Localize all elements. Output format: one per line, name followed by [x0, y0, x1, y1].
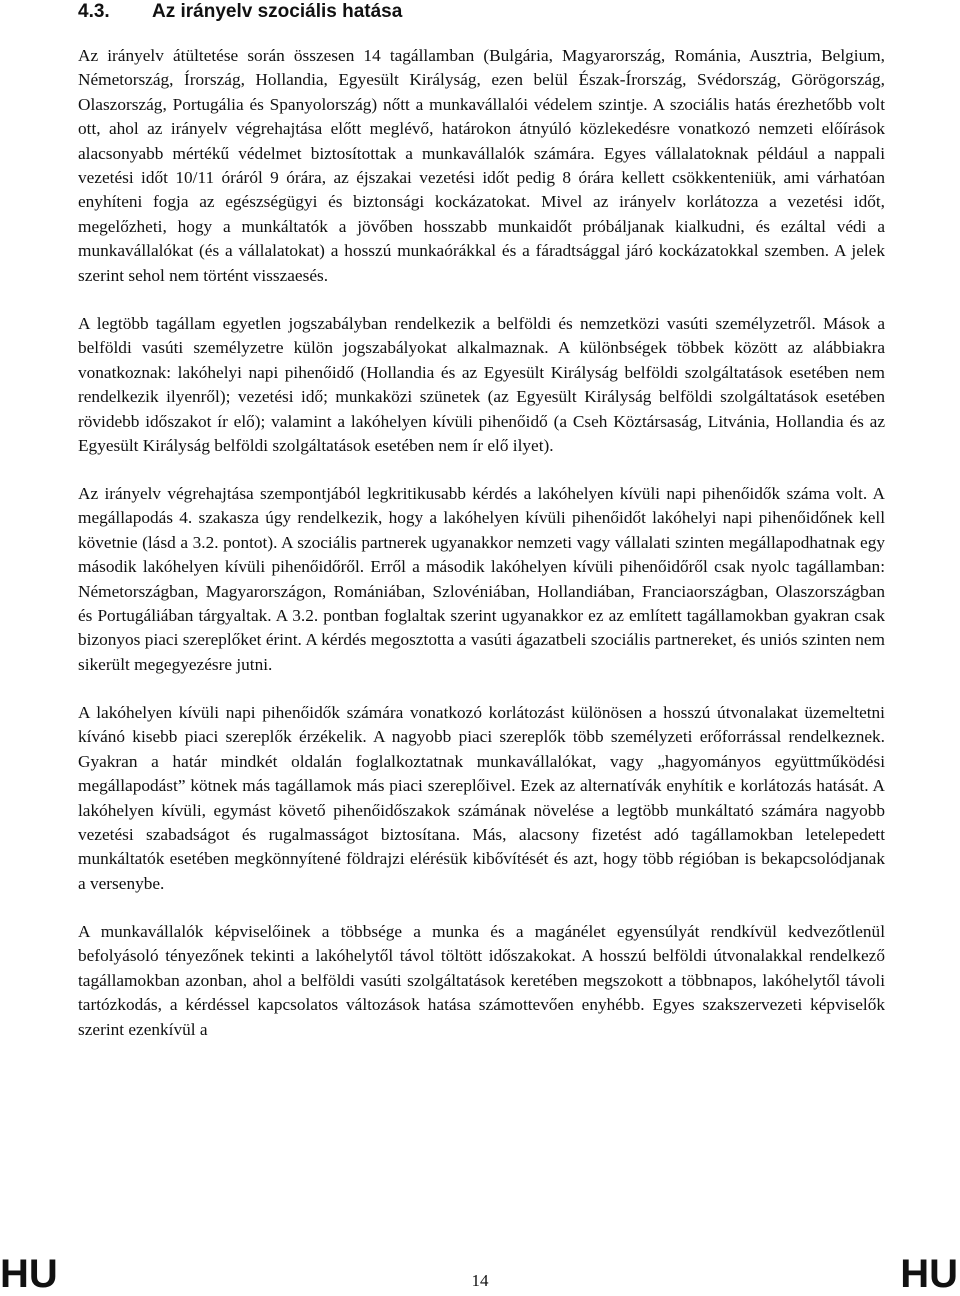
footer-language-right: HU — [900, 1252, 958, 1296]
paragraph-2: A legtöbb tagállam egyetlen jogszabályban rendelkezik a belföldi és nemzetközi vasúti személyzetről. Mások a belföldi vasúti személyzetre külön jogszabályokat alkalmaznak. A különbségek többek között az alábbiakra vonatkoznak: lakóhelyi napi pihenőidő (Hollandia és az Egyesült Királyság belföldi szolgáltatások esetében nem rendelkezik ilyenről); vezetési idő; munkaközi szünetek (az Egyesült Királyság belföldi szolgáltatások esetében rövidebb időszakot ír elő); valamint a lakóhelyen kívüli pihenőidő (a Cseh Köztársaság, Litvánia, Hollandia és az Egyesült Királyság belföldi szolgáltatások esetében nem ír elő ilyet). — [78, 314, 885, 456]
section-title: Az irányelv szociális hatása — [152, 1, 403, 22]
footer-language-left: HU — [0, 1252, 58, 1296]
paragraph-4: A lakóhelyen kívüli napi pihenőidők számára vonatkozó korlátozást különösen a hosszú útvonalakat üzemeltetni kívánó kisebb piaci szereplők érzékelik. A nagyobb piaci szereplők több személyzeti erőforrással rendelkeznek. Gyakran a határ mindkét oldalán foglalkoztatnak munkavállalókat, vagy „hagyományos együttműködési megállapodást” kötnek más tagállamok más piaci szereplőivel. Ezek az alternatívák enyhítik e korlátozás hatását. A lakóhelyen kívüli, egymást követő pihenőidőszakok számának növelése a legtöbb munkáltató számára nagyobb vezetési szabadságot és rugalmasságot biztosítana. Más, alacsony fizetést adó tagállamokban letelepedett munkáltatók esetében megkönnyítené földrajzi elérésük kibővítését és azt, hogy több régióban is bekapcsolódjanak a versenybe. — [78, 703, 885, 893]
page-number: 14 — [471, 1271, 489, 1290]
section-heading — [78, 0, 402, 24]
paragraph-1: Az irányelv átültetése során összesen 14 tagállamban (Bulgária, Magyarország, Románia, Ausztria, Belgium, Németország, Írország, Hollandia, Egyesült Királyság, ezen belül Észak-Írország, Svédország, Görögország, Olaszország, Portugália és Spanyolország) nőtt a munkavállalói védelem szintje. A szociális hatás érezhetőbb volt ott, ahol az irányelv végrehajtása előtt meglévő, határokon átnyúló közlekedésre vonatkozó nemzeti előírások alacsonyabb mértékű védelmet biztosítottak a munkavállalók számára. Egyes vállalatoknak például a nappali vezetési időt 10/11 óráról 9 órára, az éjszakai vezetési időt pedig 8 órára kellett csökkenteniük, ami várhatóan enyhíteni fogja az egészségügyi és biztonsági kockázatokat. Mivel az irányelv korlátozza a vezetési időt, megelőzheti, hogy a munkáltatók a jövőben hosszabb munkaidőt próbáljanak kialkudni, és ezáltal védi a munkavállalókat (és a vállalatokat) a hosszú munkaórákkal és a fáradtsággal járó kockázatokkal szemben. A jelek szerint sehol nem történt visszaesés. — [78, 46, 885, 285]
section-number: 4.3. — [78, 1, 110, 22]
paragraph-5: A munkavállalók képviselőinek a többsége a munka és a magánélet egyensúlyát rendkívül kedvezőtlenül befolyásoló tényezőnek tekinti a lakóhelytől távol töltött időszakokat. A hosszú belföldi útvonalakkal rendelkező tagállamokban azonban, ahol a belföldi vasúti szolgáltatások keretében megszokott a többnapos, lakóhelytől távoli tartózkodás, a kérdéssel kapcsolatos változások hatása számottevően enyhébb. Egyes szakszervezeti képviselők szerint ezenkívül a — [78, 922, 885, 1039]
paragraph-3: Az irányelv végrehajtása szempontjából legkritikusabb kérdés a lakóhelyen kívüli napi pihenőidők száma volt. A megállapodás 4. szakasza úgy rendelkezik, hogy a lakóhelyen kívüli pihenőidőt lakóhelyi napi pihenőidőnek kell követnie (lásd a 3.2. pontot). A szociális partnerek ugyanakkor nemzeti vagy vállalati szinten megállapodhatnak egy második lakóhelyen kívüli pihenőidőről. Erről a második lakóhelyen kívüli pihenőidőről csak nyolc tagállamban: Németországban, Magyarországon, Romániában, Szlovéniában, Hollandiában, Franciaországban, Olaszországban és Portugáliában tárgyaltak. A 3.2. pontban foglaltak szerint ugyanakkor ez az említett tagállamokban gyakran csak bizonyos piaci szereplőket érint. A kérdés megosztotta a vasúti ágazatbeli szociális partnereket, és uniós szinten nem sikerült megegyezésre jutni. — [78, 484, 885, 674]
